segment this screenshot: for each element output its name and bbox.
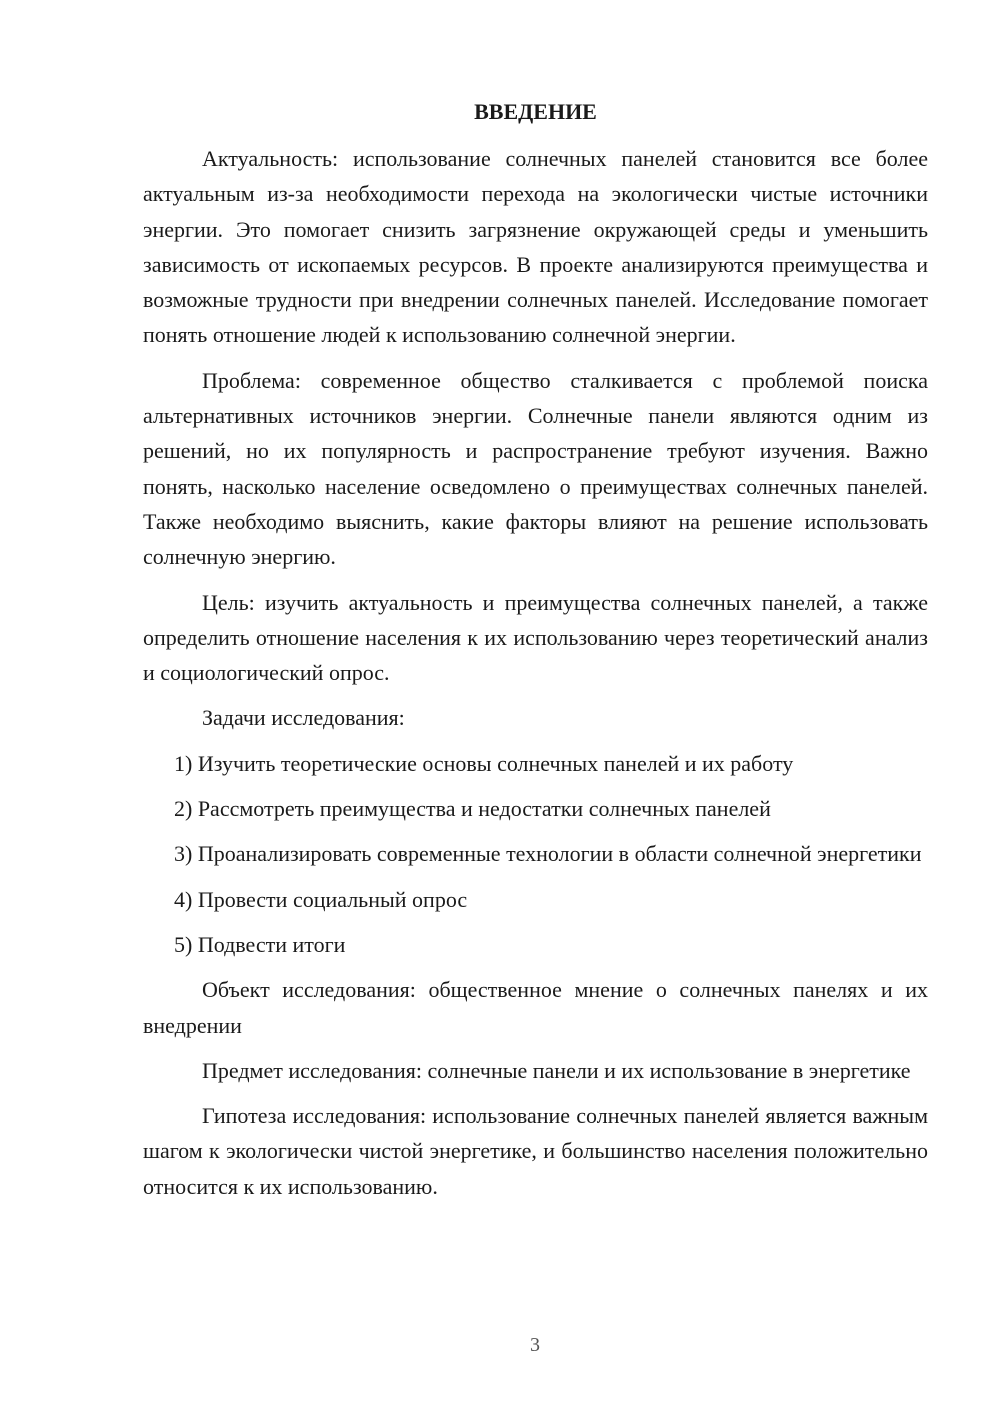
page-number: 3 xyxy=(530,1334,540,1356)
task-item-2: 2) Рассмотреть преимущества и недостатки солнечных панелей xyxy=(174,796,771,822)
paragraph-subject: Предмет исследования: солнечные панели и их использование в энергетике xyxy=(202,1057,911,1083)
task-item-1: 1) Изучить теоретические основы солнечных панелей и их работу xyxy=(174,750,794,776)
task-item-4: 4) Провести социальный опрос xyxy=(174,886,468,912)
task-item-3: 3) Проанализировать современные технологии в области солнечной энергетики xyxy=(174,841,922,867)
paragraph-relevance: Актуальность: использование солнечных панелей становится все более актуальным из-за необходимости перехода на экологически чистые источники энергии. Это помогает снизить загрязнение окружающей среды и уменьшить зависимость от ископаемых ресурсов. В проекте анализируются преимущества и возможные трудности при внедрении солнечных панелей. Исследование помогает понять отношение людей к использованию солнечной энергии. xyxy=(143,146,928,348)
paragraph-tasks-title: Задачи исследования: xyxy=(202,705,405,731)
paragraph-problem: Проблема: современное общество сталкивается с проблемой поиска альтернативных источников энергии. Солнечные панели являются одним из решений, но их популярность и распространение требуют изучения. Важно понять, насколько население осведомлено о преимуществах солнечных панелей. Также необходимо выяснить, какие факторы влияют на решение использовать солнечную энергию. xyxy=(143,367,928,570)
document-page xyxy=(143,94,928,1214)
section-heading: ВВЕДЕНИЕ xyxy=(474,99,597,124)
paragraph-object: Объект исследования: общественное мнение о солнечных панелях и их внедрении xyxy=(143,977,928,1038)
paragraph-goal: Цель: изучить актуальность и преимущества солнечных панелей, а также определить отношение населения к их использованию через теоретический анализ и социологический опрос. xyxy=(143,589,928,686)
task-item-5: 5) Подвести итоги xyxy=(174,931,346,957)
paragraph-hypothesis: Гипотеза исследования: использование солнечных панелей является важным шагом к экологически чистой энергетике, и большинство населения положительно относится к их использованию. xyxy=(143,1103,928,1199)
